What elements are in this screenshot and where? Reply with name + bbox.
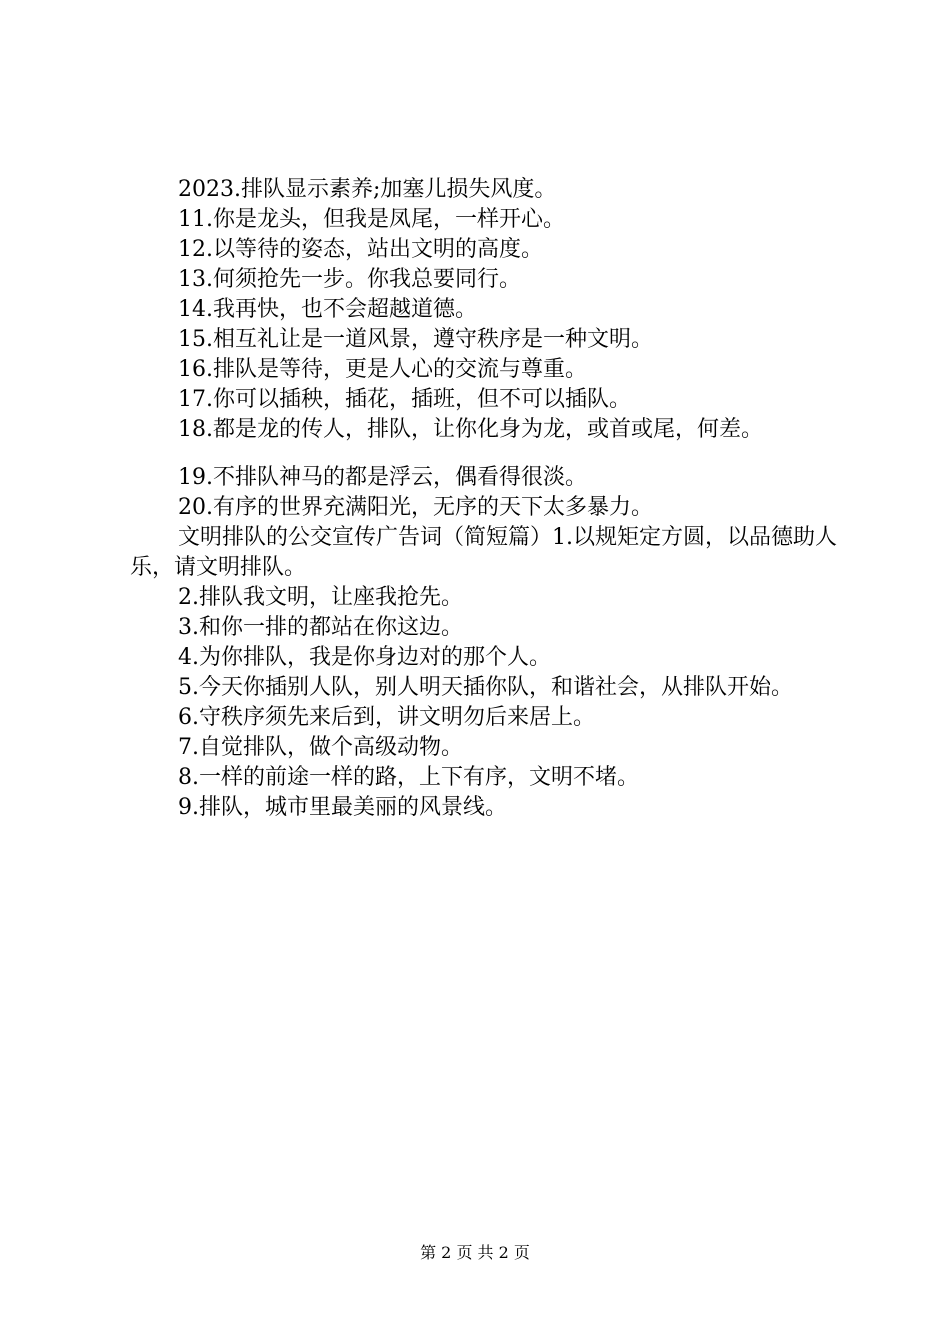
paragraph: 13.何须抢先一步。你我总要同行。 xyxy=(178,267,521,292)
section-heading-paragraph: 文明排队的公交宣传广告词（简短篇）1.以规矩定方圆，以品德助人乐，请文明排队。 xyxy=(130,525,837,580)
paragraph: 17.你可以插秧，插花，插班，但不可以插队。 xyxy=(178,387,631,412)
paragraph: 2.排队我文明，让座我抢先。 xyxy=(178,585,463,610)
document-body xyxy=(130,175,850,823)
paragraph: 3.和你一排的都站在你这边。 xyxy=(178,615,463,640)
paragraph: 18.都是龙的传人，排队，让你化身为龙，或首或尾，何差。 xyxy=(178,417,763,442)
paragraph: 16.排队是等待，更是人心的交流与尊重。 xyxy=(178,357,587,382)
paragraph: 19.不排队神马的都是浮云，偶看得很淡。 xyxy=(178,465,587,490)
page-number-footer: 第 2 页 共 2 页 xyxy=(420,1243,530,1262)
paragraph: 12.以等待的姿态，站出文明的高度。 xyxy=(178,237,543,262)
paragraph: 14.我再快，也不会超越道德。 xyxy=(178,297,477,322)
paragraph: 5.今天你插别人队，别人明天插你队，和谐社会，从排队开始。 xyxy=(178,675,793,700)
paragraph: 2023.排队显示素养;加塞儿损失风度。 xyxy=(178,177,557,202)
paragraph: 7.自觉排队，做个高级动物。 xyxy=(178,735,463,760)
paragraph: 4.为你排队，我是你身边对的那个人。 xyxy=(178,645,551,670)
paragraph: 8.一样的前途一样的路，上下有序，文明不堵。 xyxy=(178,765,639,790)
paragraph: 9.排队，城市里最美丽的风景线。 xyxy=(178,795,507,820)
paragraph: 15.相互礼让是一道风景，遵守秩序是一种文明。 xyxy=(178,327,653,352)
paragraph: 20.有序的世界充满阳光，无序的天下太多暴力。 xyxy=(178,495,653,520)
paragraph: 6.守秩序须先来后到，讲文明勿后来居上。 xyxy=(178,705,595,730)
paragraph: 11.你是龙头，但我是凤尾，一样开心。 xyxy=(178,207,565,232)
